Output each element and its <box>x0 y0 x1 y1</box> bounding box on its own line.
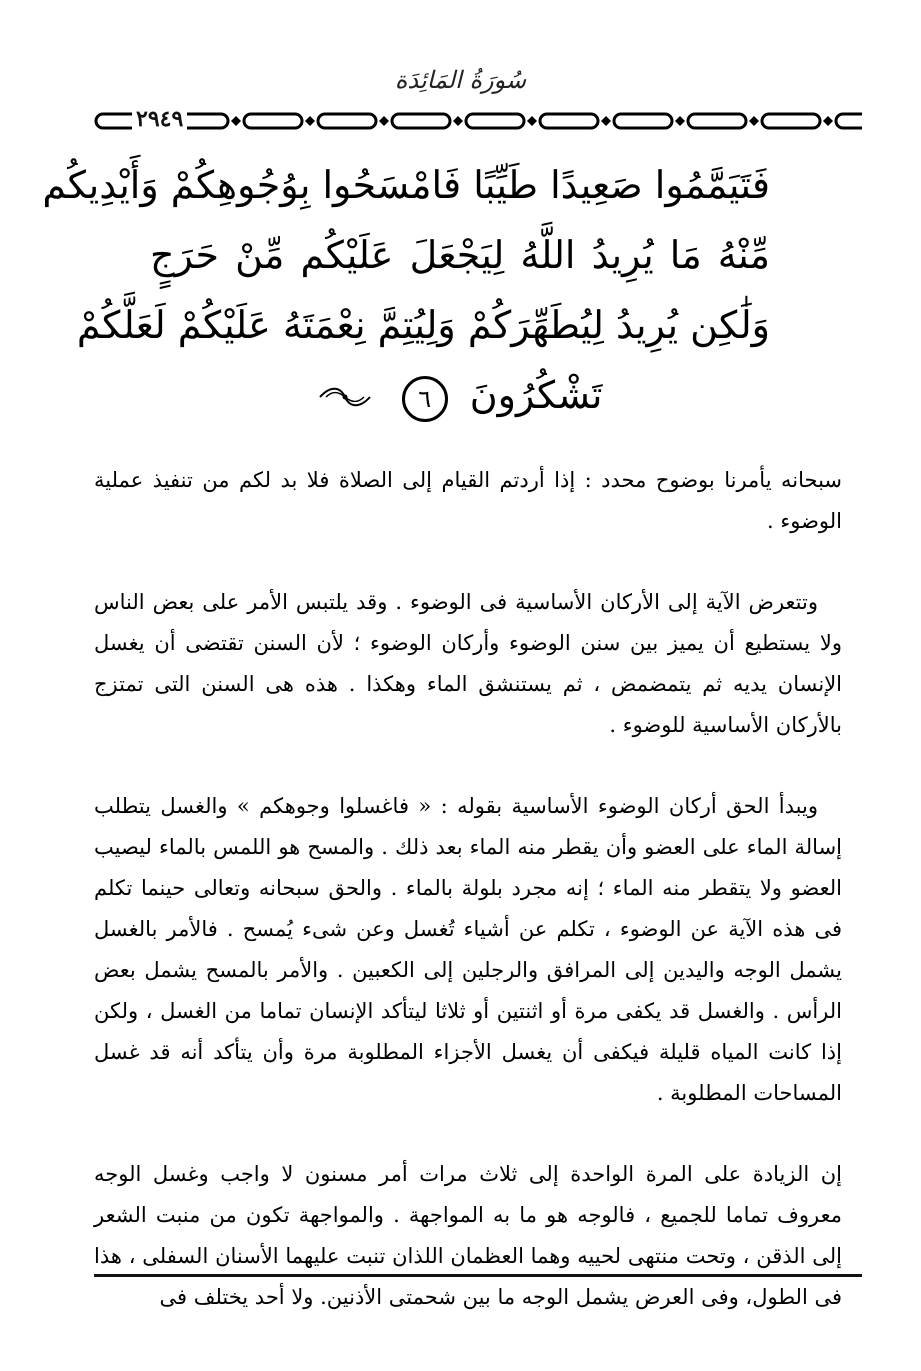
ornament-diamond <box>453 116 463 126</box>
ornament-link <box>466 114 524 128</box>
verse-line-2: مِّنْهُ مَا يُرِيدُ اللَّهُ لِيَجْعَلَ عَلَيْكُم مِّنْ حَرَجٍ <box>150 233 770 277</box>
ornament-link <box>614 114 672 128</box>
ornament-link <box>540 114 598 128</box>
verse-line-4 <box>150 360 770 430</box>
page-number: ٢٩٤٩ <box>132 106 187 132</box>
ornament-diamond <box>749 116 759 126</box>
ornament-link <box>318 114 376 128</box>
quran-verse-block <box>42 150 770 430</box>
ornament-link <box>688 114 746 128</box>
ayah-number-marker: ٦ <box>402 376 448 422</box>
ornament-link <box>836 114 862 128</box>
commentary-paragraph-3: ويبدأ الحق أركان الوضوء الأساسية بقوله : « فاغسلوا وجوهكم » والغسل يتطلب إسالة الماء على العضو وأن يقطر منه الماء بعد ذلك . والمسح هو اللمس بالماء ليصيب العضو ولا يتقطر منه الماء ؛ إنه مجرد بلولة بالماء . والحق سبحانه وتعالى حينما تكلم فى هذه الآية عن الوضوء ، تكلم عن أشياء تُغسل وعن شىء يُمسح . فالأمر بالغسل يشمل الوجه واليدين إلى المرافق والرجلين إلى الكعبين . والأمر بالمسح يشمل بعض الرأس . والغسل قد يكفى مرة أو اثنتين أو ثلاثا ليتأكد الإنسان تماما من الغسل ، ولكن إذا كانت المياه قليلة فيكفى أن يغسل الأجزاء المطلوبة مرة وأن يتأكد أنه قد غسل المساحات المطلوبة . <box>94 794 842 1105</box>
verse-end-flourish-icon <box>318 364 372 434</box>
commentary-paragraph-2: وتتعرض الآية إلى الأركان الأساسية فى الوضوء . وقد يلتبس الأمر على بعض الناس ولا يستطيع أن يميز بين سنن الوضوء وأركان الوضوء ؛ لأن السنن تقتضى أن يغسل الإنسان يديه ثم يتمضمض ، ثم يستنشق الماء وهكذا . هذه هى السنن التى تمتزج بالأركان الأساسية للوضوء . <box>94 590 842 737</box>
header-ornament-border <box>92 108 862 134</box>
ornament-diamond <box>601 116 611 126</box>
ornament-link <box>392 114 450 128</box>
verse-line-3: وَلَٰكِن يُرِيدُ لِيُطَهِّرَكُمْ وَلِيُتِمَّ نِعْمَتَهُ عَلَيْكُمْ لَعَلَّكُمْ <box>76 303 770 347</box>
ornament-diamond <box>527 116 537 126</box>
surah-title: سُورَةُ المَائِدَة <box>394 66 527 94</box>
ornament-diamond <box>675 116 685 126</box>
ornament-link <box>244 114 302 128</box>
ornament-diamond <box>305 116 315 126</box>
footer-rule <box>94 1274 862 1277</box>
commentary-paragraph-1: سبحانه يأمرنا بوضوح محدد : إذا أردتم القيام إلى الصلاة فلا بد لكم من تنفيذ عملية الوضوء . <box>94 468 842 533</box>
verse-last-word: تَشْكُرُونَ <box>469 373 603 417</box>
ornament-diamond <box>823 116 833 126</box>
commentary-paragraph-4: إن الزيادة على المرة الواحدة إلى ثلاث مرات أمر مسنون لا واجب وغسل الوجه معروف تماما للجميع ، فالوجه هو ما به المواجهة . والمواجهة تكون من منبت الشعر إلى الذقن ، وتحت منتهى لحييه وهما العظمان اللذان تنبت عليهما الأسنان السفلى ، هذا فى الطول، وفى العرض يشمل الوجه ما بين شحمتى الأذنين. ولا أحد يختلف فى <box>94 1162 842 1309</box>
ornament-diamond <box>379 116 389 126</box>
ornament-link <box>762 114 820 128</box>
verse-line-1: فَتَيَمَّمُوا صَعِيدًا طَيِّبًا فَامْسَحُوا بِوُجُوهِكُمْ وَأَيْدِيكُم <box>42 163 770 207</box>
commentary-text <box>94 460 842 1358</box>
ornament-diamond <box>231 116 241 126</box>
